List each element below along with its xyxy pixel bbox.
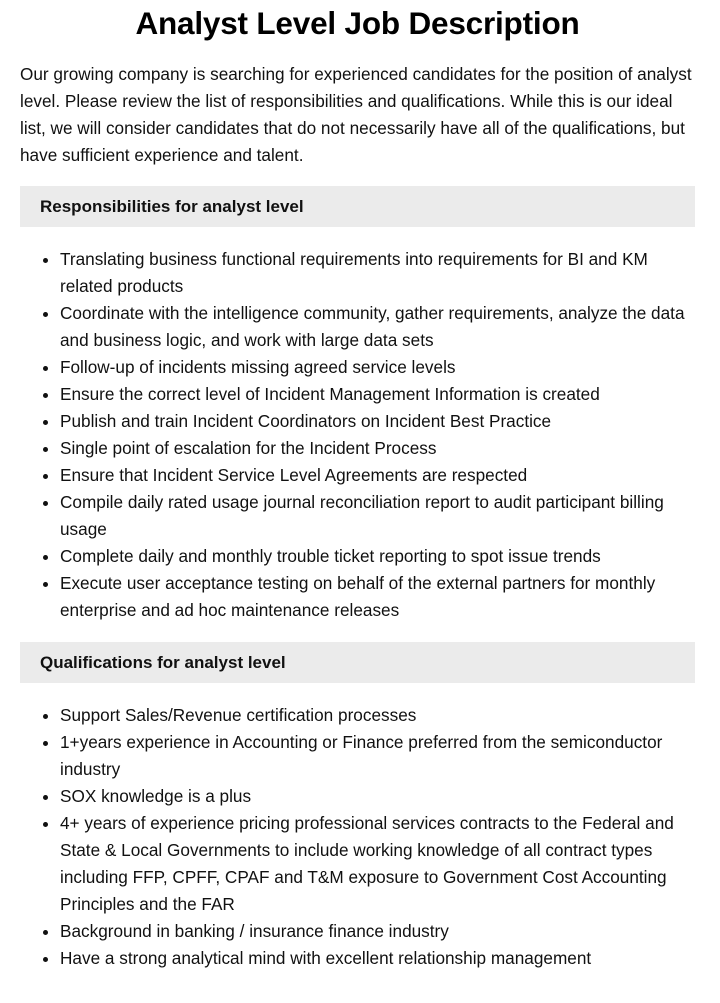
list-item: SOX knowledge is a plus bbox=[60, 783, 695, 810]
list-item: 1+years experience in Accounting or Finance preferred from the semiconductor industry bbox=[60, 729, 695, 783]
list-item: Translating business functional requirements into requirements for BI and KM related products bbox=[60, 246, 695, 300]
list-item: Background in banking / insurance finance industry bbox=[60, 918, 695, 945]
page-title: Analyst Level Job Description bbox=[135, 5, 580, 41]
responsibilities-heading: Responsibilities for analyst level bbox=[20, 186, 695, 227]
list-item: Ensure the correct level of Incident Management Information is created bbox=[60, 381, 695, 408]
list-item: Follow-up of incidents missing agreed service levels bbox=[60, 354, 695, 381]
list-item: Have a strong analytical mind with excellent relationship management bbox=[60, 945, 695, 972]
list-item: Ensure that Incident Service Level Agreements are respected bbox=[60, 462, 695, 489]
list-item: Coordinate with the intelligence community, gather requirements, analyze the data and business logic, and work with large data sets bbox=[60, 300, 695, 354]
list-item: 4+ years of experience pricing professional services contracts to the Federal and State & Local Governments to include working knowledge of all contract types including FFP, CPFF, CPAF and T&M exposure to Government Cost Accounting Principles and the FAR bbox=[60, 810, 695, 918]
list-item: Execute user acceptance testing on behalf of the external partners for monthly enterprise and ad hoc maintenance releases bbox=[60, 570, 695, 624]
qualifications-list bbox=[20, 702, 695, 972]
list-item: Compile daily rated usage journal reconciliation report to audit participant billing usage bbox=[60, 489, 695, 543]
list-item: Single point of escalation for the Incident Process bbox=[60, 435, 695, 462]
responsibilities-list bbox=[20, 246, 695, 624]
list-item: Publish and train Incident Coordinators on Incident Best Practice bbox=[60, 408, 695, 435]
qualifications-heading: Qualifications for analyst level bbox=[20, 642, 695, 683]
list-item: Complete daily and monthly trouble ticket reporting to spot issue trends bbox=[60, 543, 695, 570]
job-description-page bbox=[20, 0, 695, 972]
intro-paragraph: Our growing company is searching for experienced candidates for the position of analyst level. Please review the list of responsibilities and qualifications. While this is our ideal list, we will consider candidates that do not necessarily have all of the qualifications, but have sufficient experience and talent. bbox=[20, 64, 692, 165]
list-item: Support Sales/Revenue certification processes bbox=[60, 702, 695, 729]
